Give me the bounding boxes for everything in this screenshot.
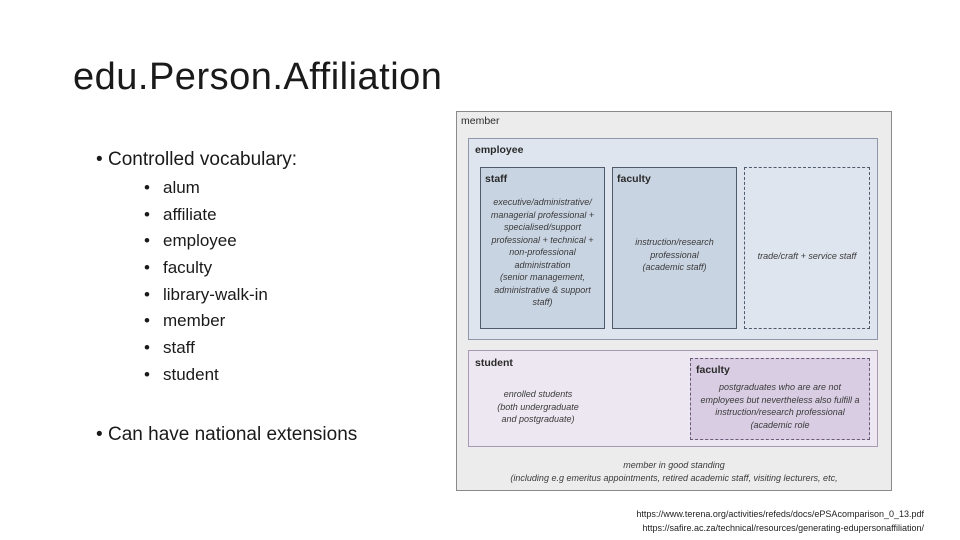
source-link-terena[interactable]: https://www.terena.org/activities/refeds/docs/ePSAcomparison_0_13.pdf — [636, 509, 924, 519]
student-description: enrolled students (both undergraduate and postgraduate) — [497, 389, 579, 424]
page-title: edu.Person.Affiliation — [73, 56, 443, 98]
faculty-student-description: postgraduates who are are not employees but nevertheless also fulfill a instruction/research professional (academic role — [700, 382, 860, 430]
vocabulary-item: • member — [163, 309, 268, 336]
faculty-employee-label: faculty — [617, 173, 651, 185]
vocabulary-item: • faculty — [163, 256, 268, 283]
vocabulary-list — [163, 176, 268, 390]
faculty-employee-description: instruction/research professional (academic staff) — [635, 237, 714, 272]
staff-description: executive/administrative/ managerial professional + specialised/support professional + technical + non-professional administration (senior management, administrative & support staff) — [490, 197, 595, 307]
vocabulary-item: • student — [163, 363, 268, 390]
member-footer: member in good standing (including e.g emeritus appointments, retired academic staff, visiting lecturers, etc, — [510, 460, 838, 483]
source-links — [636, 508, 924, 535]
vocabulary-item: • employee — [163, 229, 268, 256]
source-link-safire[interactable]: https://safire.ac.za/technical/resources/generating-edupersonaffiliation/ — [642, 522, 924, 533]
bullet-controlled-vocabulary: • Controlled vocabulary: — [108, 149, 297, 171]
faculty-student-label: faculty — [696, 364, 730, 376]
vocabulary-item: • staff — [163, 336, 268, 363]
trade-service-description: trade/craft + service staff — [757, 251, 857, 261]
bullet-national-extensions: • Can have national extensions — [108, 424, 357, 446]
vocabulary-item: • library-walk-in — [163, 283, 268, 310]
staff-label: staff — [485, 173, 508, 185]
vocabulary-item: • alum — [163, 176, 268, 203]
member-label: member — [461, 115, 500, 127]
trade-service-box — [744, 167, 870, 329]
vocabulary-item: • affiliate — [163, 203, 268, 230]
student-label: student — [475, 357, 513, 369]
employee-label: employee — [475, 144, 524, 156]
